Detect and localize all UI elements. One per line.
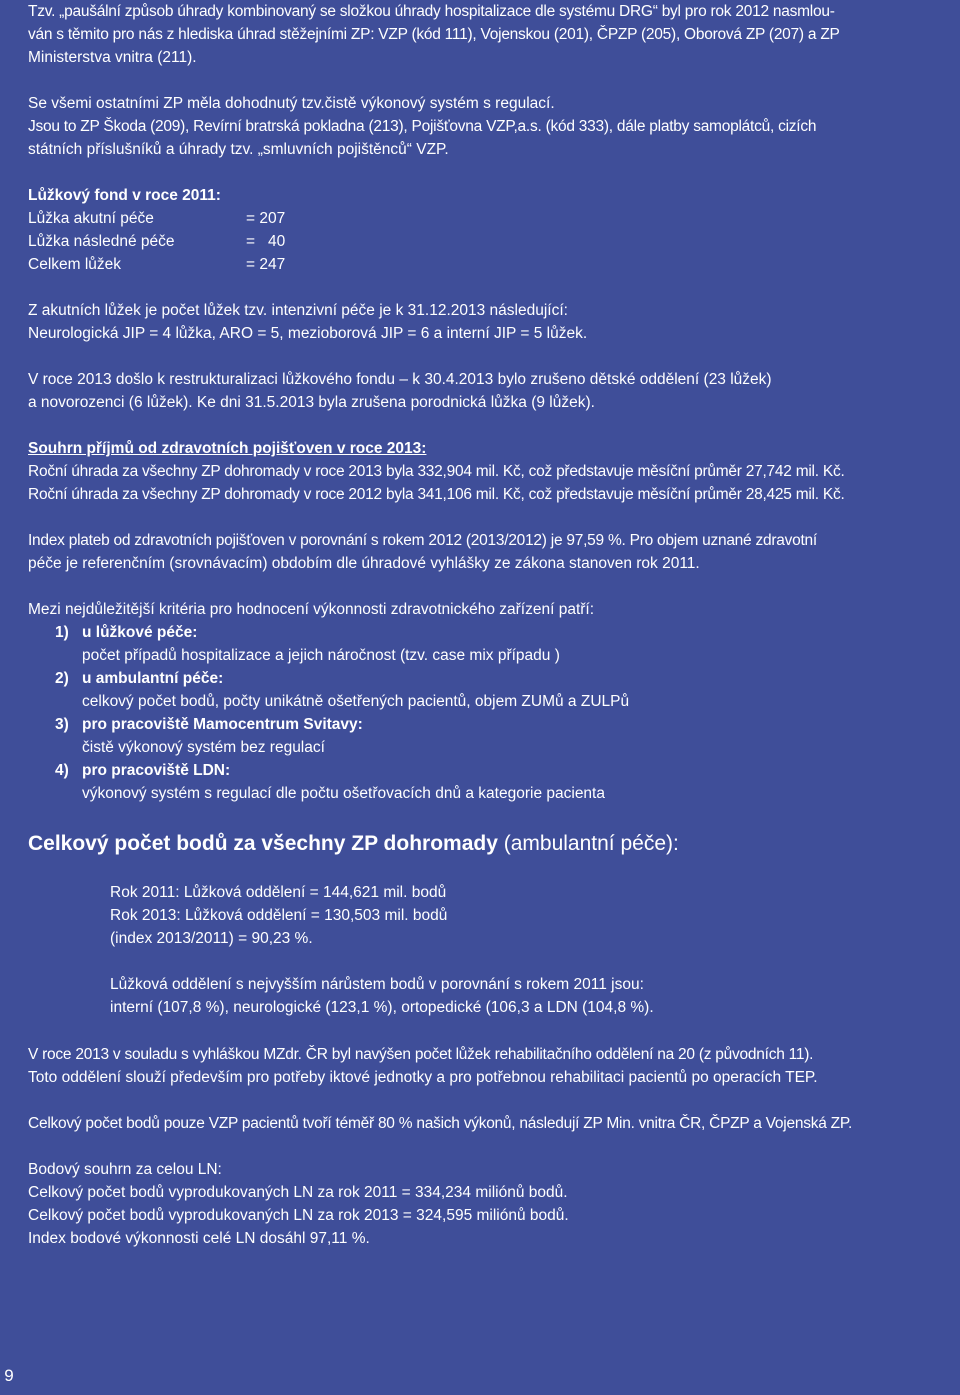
criteria-item-number: 3) [55,716,69,733]
criteria-item [55,667,223,690]
ln-line-2: Celkový počet bodů vyprodukovaných LN za rok 2013 = 324,595 miliónů bodů. [28,1207,569,1224]
beds-row-value: = 247 [246,256,286,273]
intro-line-3: Ministerstva vnitra (211). [28,49,197,66]
points-line-3: (index 2013/2011) = 90,23 %. [110,930,313,947]
beds-row-value: = 40 [246,233,286,250]
beds-row-label: Lůžka akutní péče [28,210,154,227]
beds-row-value: = 207 [246,210,286,227]
vzp-share: Celkový počet bodů pouze VZP pacientů tvoří téměř 80 % našich výkonů, následují ZP Min. vnitra ČR, ČPZP a Vojenská ZP. [28,1115,853,1132]
others-line-3: státních příslušníků a úhrady tzv. „smluvních pojištěnců“ VZP. [28,141,449,158]
criteria-item-title: pro pracoviště LDN: [82,762,231,779]
income-title-text: Souhrn příjmů od zdravotních pojišťoven v roce 2013: [28,440,427,457]
page-number: 9 [4,1366,14,1385]
section-heading-bold: Celkový počet bodů za všechny ZP dohromady [28,832,498,855]
criteria-item [55,759,230,782]
criteria-item [55,621,197,644]
criteria-item-desc: čistě výkonový systém bez regulací [82,739,325,756]
beds-title: Lůžkový fond v roce 2011: [28,187,221,204]
others-line-2: Jsou to ZP Škoda (209), Revírní bratrská pokladna (213), Pojišťovna VZP,a.s. (kód 333), dále platby samoplátců, cizích [28,118,817,135]
index-line-2: péče je referenčním (srovnávacím) obdobím dle úhradové vyhlášky ze zákona stanoven rok 2011. [28,555,700,572]
index-line-1: Index plateb od zdravotních pojišťoven v porovnání s rokem 2012 (2013/2012) je 97,59 %. Pro objem uznané zdravotní [28,532,817,549]
beds-row-label: Celkem lůžek [28,256,122,273]
points-line-4: Lůžková oddělení s nejvyšším nárůstem bodů v porovnání s rokem 2011 jsou: [110,976,644,993]
criteria-item-desc: výkonový systém s regulací dle počtu ošetřovacích dnů a kategorie pacienta [82,785,605,802]
restructuring-line-2: a novorozenci (6 lůžek). Ke dni 31.5.2013 byla zrušena porodnická lůžka (9 lůžek). [28,394,595,411]
ln-title: Bodový souhrn za celou LN: [28,1161,222,1178]
income-line-1: Roční úhrada za všechny ZP dohromady v roce 2013 byla 332,904 mil. Kč, což představuje měsíční průměr 27,742 mil. Kč. [28,463,845,480]
points-line-2: Rok 2013: Lůžková oddělení = 130,503 mil. bodů [110,907,448,924]
criteria-item [55,713,363,736]
beds-row [28,253,285,276]
points-line-5: interní (107,8 %), neurologické (123,1 %), ortopedické (106,3 a LDN (104,8 %). [110,999,654,1016]
icu-line-2: Neurologická JIP = 4 lůžka, ARO = 5, mezioborová JIP = 6 a interní JIP = 5 lůžek. [28,325,588,342]
others-line-1: Se všemi ostatními ZP měla dohodnutý tzv.čistě výkonový systém s regulací. [28,95,555,112]
criteria-item-title: u ambulantní péče: [82,670,224,687]
criteria-item-desc: celkový počet bodů, počty unikátně ošetřených pacientů, objem ZUMů a ZULPů [82,693,630,710]
beds-row-label: Lůžka následné péče [28,233,175,250]
rehab-line-1: V roce 2013 v souladu s vyhláškou MZdr. ČR byl navýšen počet lůžek rehabilitačního oddělení na 20 (z původních 11). [28,1046,814,1063]
rehab-line-2: Toto oddělení slouží především pro potřeby iktové jednotky a pro potřebnou rehabilitaci pacientů po operacích TEP. [28,1069,818,1086]
intro-line-1: Tzv. „paušální způsob úhrady kombinovaný se složkou úhrady hospitalizace dle systému DRG“ byl pro rok 2012 nasmlou- [28,3,835,20]
points-line-1: Rok 2011: Lůžková oddělení = 144,621 mil. bodů [110,884,447,901]
section-heading-normal: (ambulantní péče): [497,832,679,855]
criteria-item-desc: počet případů hospitalizace a jejich náročnost (tzv. case mix případu ) [82,647,560,664]
icu-line-1: Z akutních lůžek je počet lůžek tzv. intenzivní péče je k 31.12.2013 následující: [28,302,568,319]
criteria-item-number: 4) [55,762,69,779]
criteria-item-title: u lůžkové péče: [82,624,198,641]
criteria-item-number: 2) [55,670,69,687]
criteria-intro: Mezi nejdůležitější kritéria pro hodnocení výkonnosti zdravotnického zařízení patří: [28,601,595,618]
income-title [28,437,426,460]
criteria-item-title: pro pracoviště Mamocentrum Svitavy: [82,716,363,733]
income-line-2: Roční úhrada za všechny ZP dohromady v roce 2012 byla 341,106 mil. Kč, což představuje měsíční průměr 28,425 mil. Kč. [28,486,845,503]
section-heading [28,830,679,858]
ln-line-3: Index bodové výkonnosti celé LN dosáhl 97,11 %. [28,1230,370,1247]
restructuring-line-1: V roce 2013 došlo k restrukturalizaci lůžkového fondu – k 30.4.2013 bylo zrušeno dětské oddělení (23 lůžek) [28,371,772,388]
criteria-item-number: 1) [55,624,69,641]
beds-row [28,230,285,253]
ln-line-1: Celkový počet bodů vyprodukovaných LN za rok 2011 = 334,234 miliónů bodů. [28,1184,568,1201]
intro-line-2: ván s těmito pro nás z hlediska úhrad stěžejními ZP: VZP (kód 111), Vojenskou (201), ČPZP (205), Oborová ZP (207) a ZP [28,26,840,43]
beds-row [28,207,285,230]
